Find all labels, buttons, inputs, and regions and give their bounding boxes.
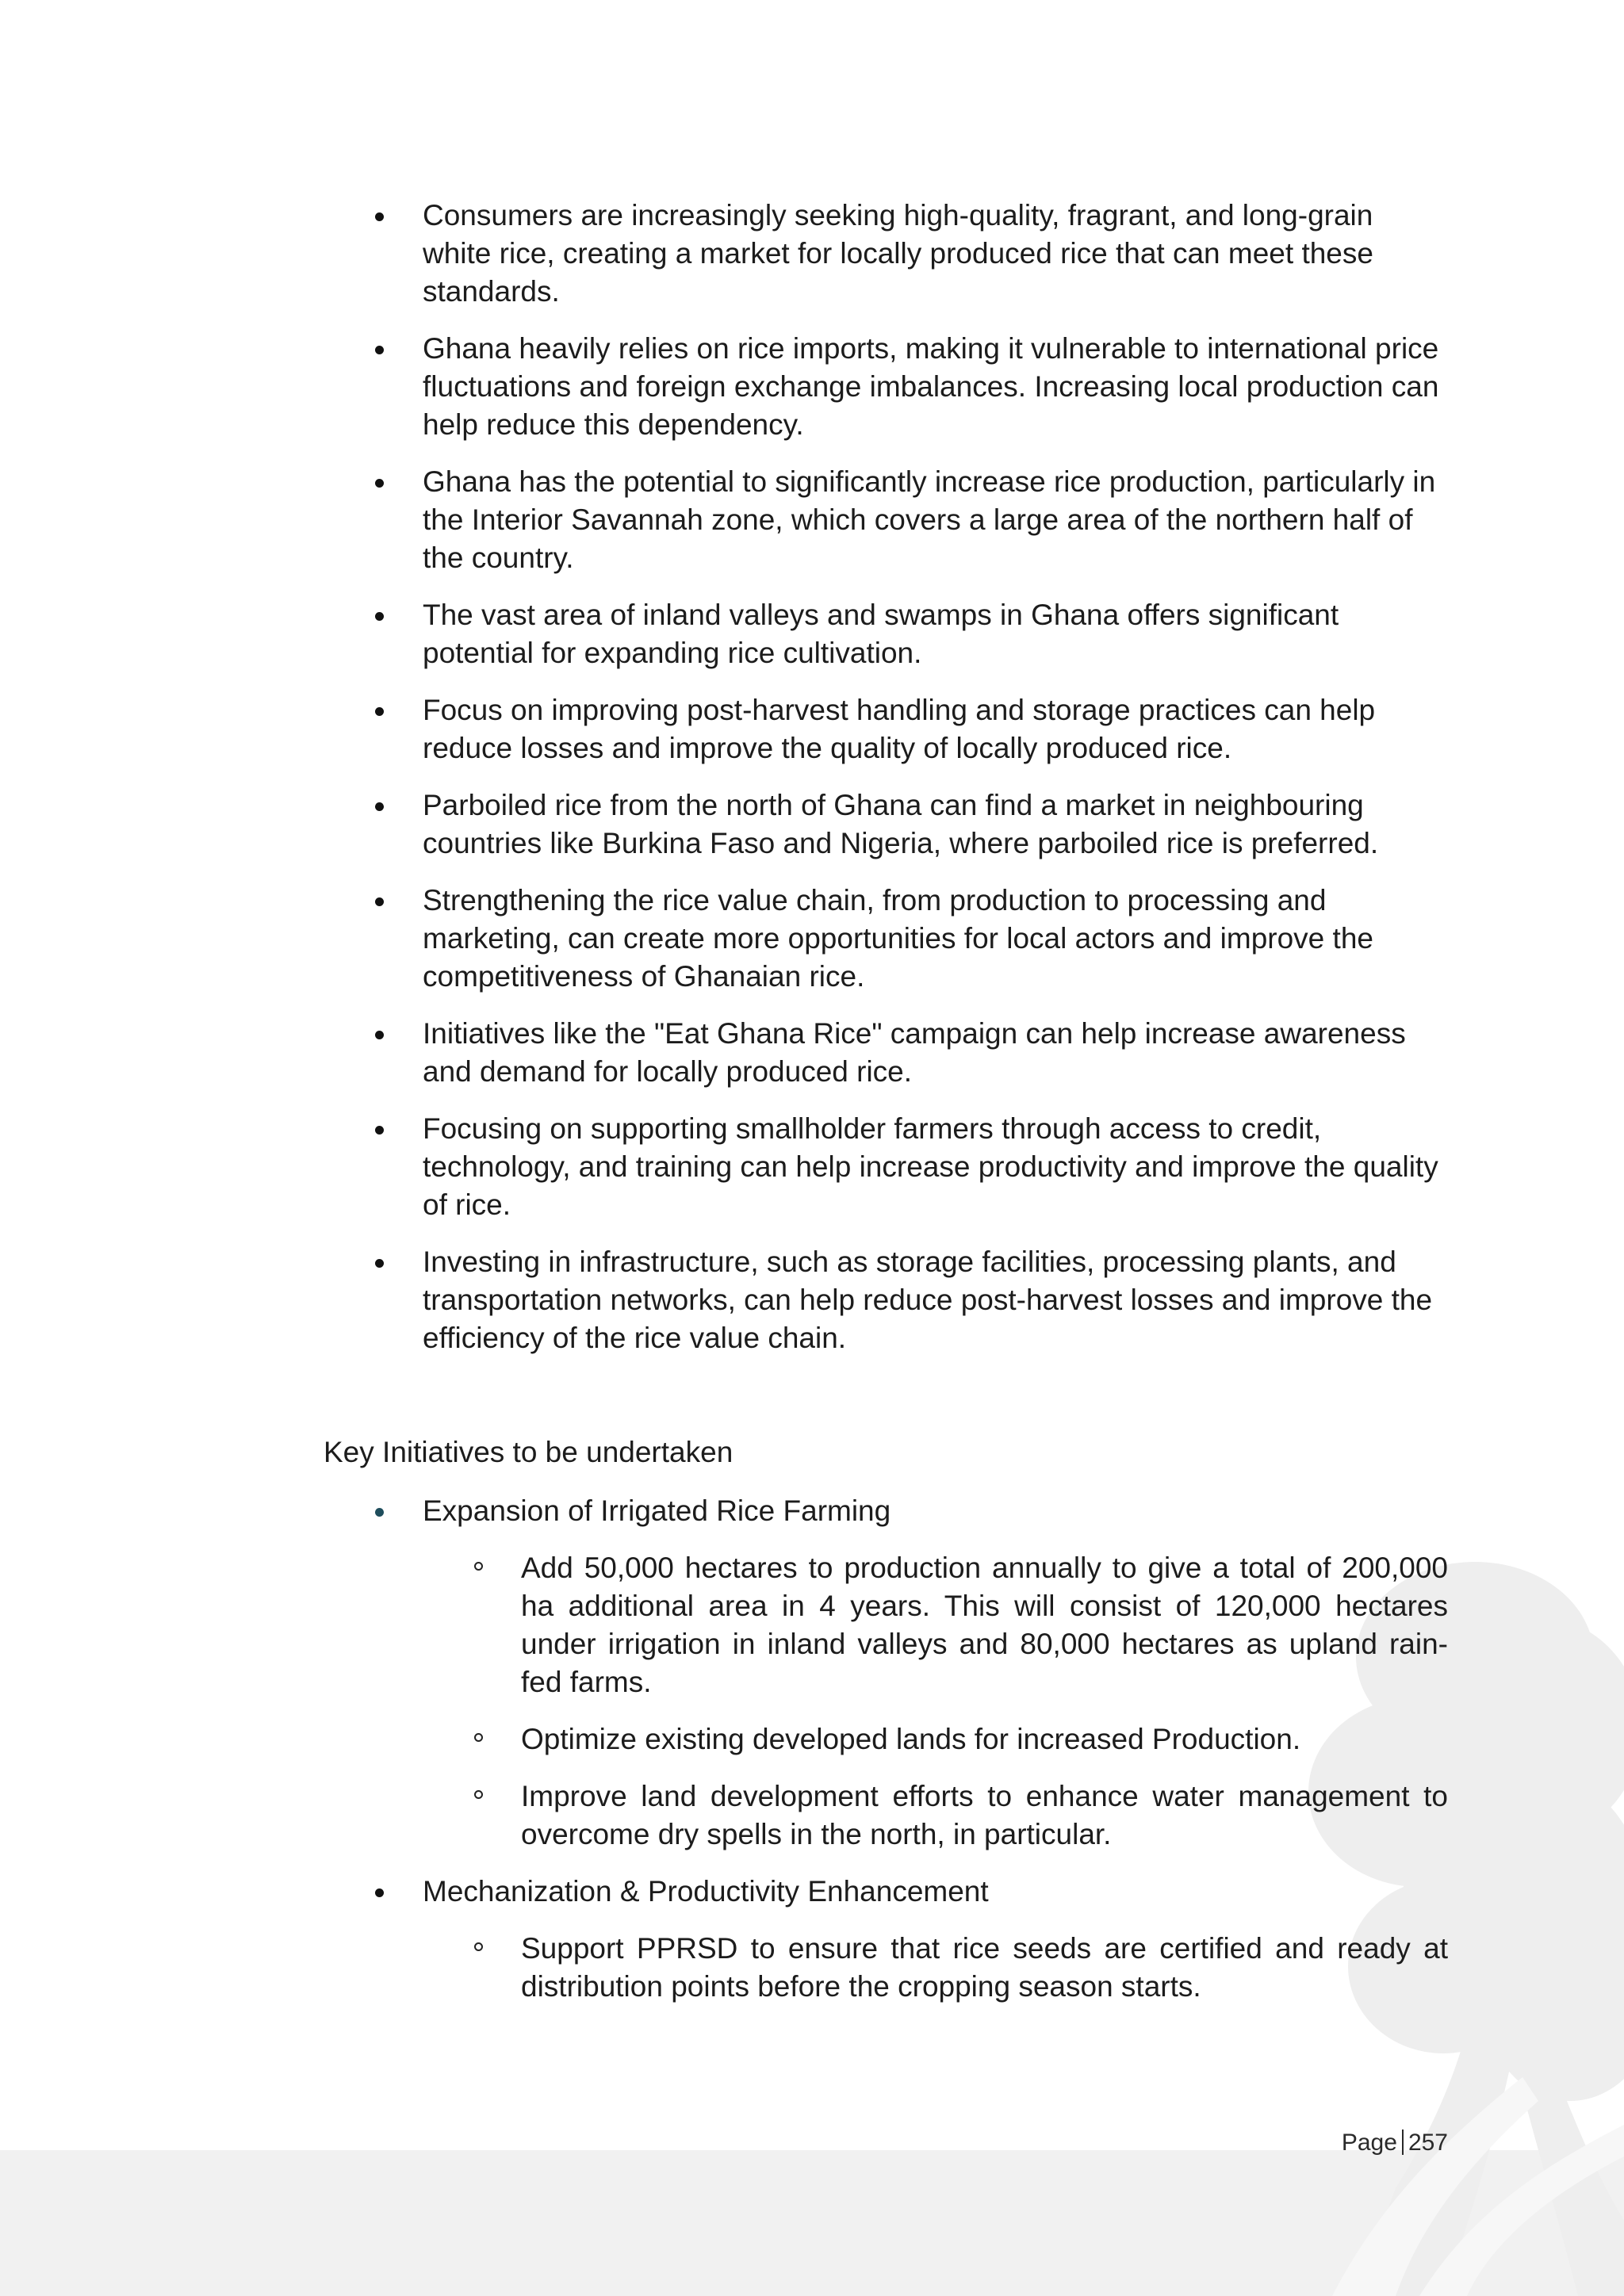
sub-list-item xyxy=(423,1930,1448,2006)
bullet-icon xyxy=(375,1031,384,1039)
list-item xyxy=(324,197,1448,311)
bullet-icon xyxy=(375,897,384,906)
list-item-text: The vast area of inland valleys and swamps in Ghana offers significant potential for expanding rice cultivation. xyxy=(423,599,1339,669)
list-item xyxy=(324,596,1448,672)
initiative-item xyxy=(324,1492,1448,1854)
bullet-icon xyxy=(375,1259,384,1268)
bullet-icon xyxy=(375,707,384,716)
list-item-text: Consumers are increasingly seeking high-quality, fragrant, and long-grain white rice, creating a market for locally produced rice that can meet these standards. xyxy=(423,199,1373,308)
list-item-text: Initiatives like the "Eat Ghana Rice" campaign can help increase awareness and demand for locally produced rice. xyxy=(423,1017,1406,1088)
list-item xyxy=(324,882,1448,996)
sub-list-item xyxy=(423,1777,1448,1854)
page-number-value: 257 xyxy=(1408,2130,1448,2156)
bullet-icon xyxy=(375,802,384,811)
initiative-item xyxy=(324,1873,1448,2006)
initiatives-list xyxy=(324,1492,1448,2006)
page-number xyxy=(1342,2127,1448,2159)
list-item xyxy=(324,786,1448,863)
list-item-text: Focusing on supporting smallholder farmers through access to credit, technology, and training can help increase productivity and improve the quality of rice. xyxy=(423,1112,1438,1221)
page-label: Page xyxy=(1341,2130,1397,2156)
list-item-text: Strengthening the rice value chain, from production to processing and marketing, can create more opportunities for local actors and improve the competitiveness of Ghanaian rice. xyxy=(423,884,1373,993)
circle-bullet-icon xyxy=(474,1562,483,1571)
sub-list-item-text: Support PPRSD to ensure that rice seeds are certified and ready at distribution points before the cropping season starts. xyxy=(521,1932,1448,2003)
sub-list xyxy=(423,1930,1448,2006)
sub-list-item-text: Optimize existing developed lands for increased Production. xyxy=(521,1723,1301,1755)
list-item xyxy=(324,1015,1448,1091)
page-content xyxy=(324,197,1448,2025)
bullet-icon xyxy=(375,346,384,354)
bullet-icon xyxy=(375,1508,384,1517)
page-separator xyxy=(1402,2130,1404,2155)
list-item-text: Investing in infrastructure, such as storage facilities, processing plants, and transportation networks, can help reduce post-harvest losses and improve the efficiency of the rice value chain. xyxy=(423,1246,1433,1354)
list-item-text: Ghana has the potential to significantly increase rice production, particularly in the Interior Savannah zone, which covers a large area of the northern half of the country. xyxy=(423,465,1436,574)
initiative-label: Expansion of Irrigated Rice Farming xyxy=(423,1494,891,1527)
list-item-text: Ghana heavily relies on rice imports, making it vulnerable to international price fluctuations and foreign exchange imbalances. Increasing local production can help reduce this dependency. xyxy=(423,332,1439,441)
list-item xyxy=(324,1243,1448,1357)
list-item xyxy=(324,463,1448,577)
bullet-icon xyxy=(375,1888,384,1897)
circle-bullet-icon xyxy=(474,1733,483,1742)
list-item xyxy=(324,691,1448,767)
sub-list xyxy=(423,1549,1448,1854)
circle-bullet-icon xyxy=(474,1790,483,1799)
bullet-icon xyxy=(375,1126,384,1135)
section-heading: Key Initiatives to be undertaken xyxy=(324,1436,733,1468)
bullet-icon xyxy=(375,612,384,621)
list-item-text: Parboiled rice from the north of Ghana can find a market in neighbouring countries like Burkina Faso and Nigeria, where parboiled rice is preferred. xyxy=(423,789,1379,859)
sub-list-item xyxy=(423,1720,1448,1758)
bullet-icon xyxy=(375,212,384,221)
list-item xyxy=(324,1110,1448,1224)
circle-bullet-icon xyxy=(474,1942,483,1951)
sub-list-item xyxy=(423,1549,1448,1701)
list-item-text: Focus on improving post-harvest handling and storage practices can help reduce losses and improve the quality of locally produced rice. xyxy=(423,694,1376,764)
initiative-label: Mechanization & Productivity Enhancement xyxy=(423,1875,989,1908)
sub-list-item-text: Improve land development efforts to enhance water management to overcome dry spells in the north, in particular. xyxy=(521,1780,1448,1850)
list-item xyxy=(324,330,1448,444)
bullet-icon xyxy=(375,479,384,488)
opportunities-list xyxy=(324,197,1448,1357)
sub-list-item-text: Add 50,000 hectares to production annually to give a total of 200,000 ha additional area in 4 years. This will consist of 120,000 hectares under irrigation in inland valleys and 80,000 hectares as upland rain-fed farms. xyxy=(521,1552,1448,1698)
